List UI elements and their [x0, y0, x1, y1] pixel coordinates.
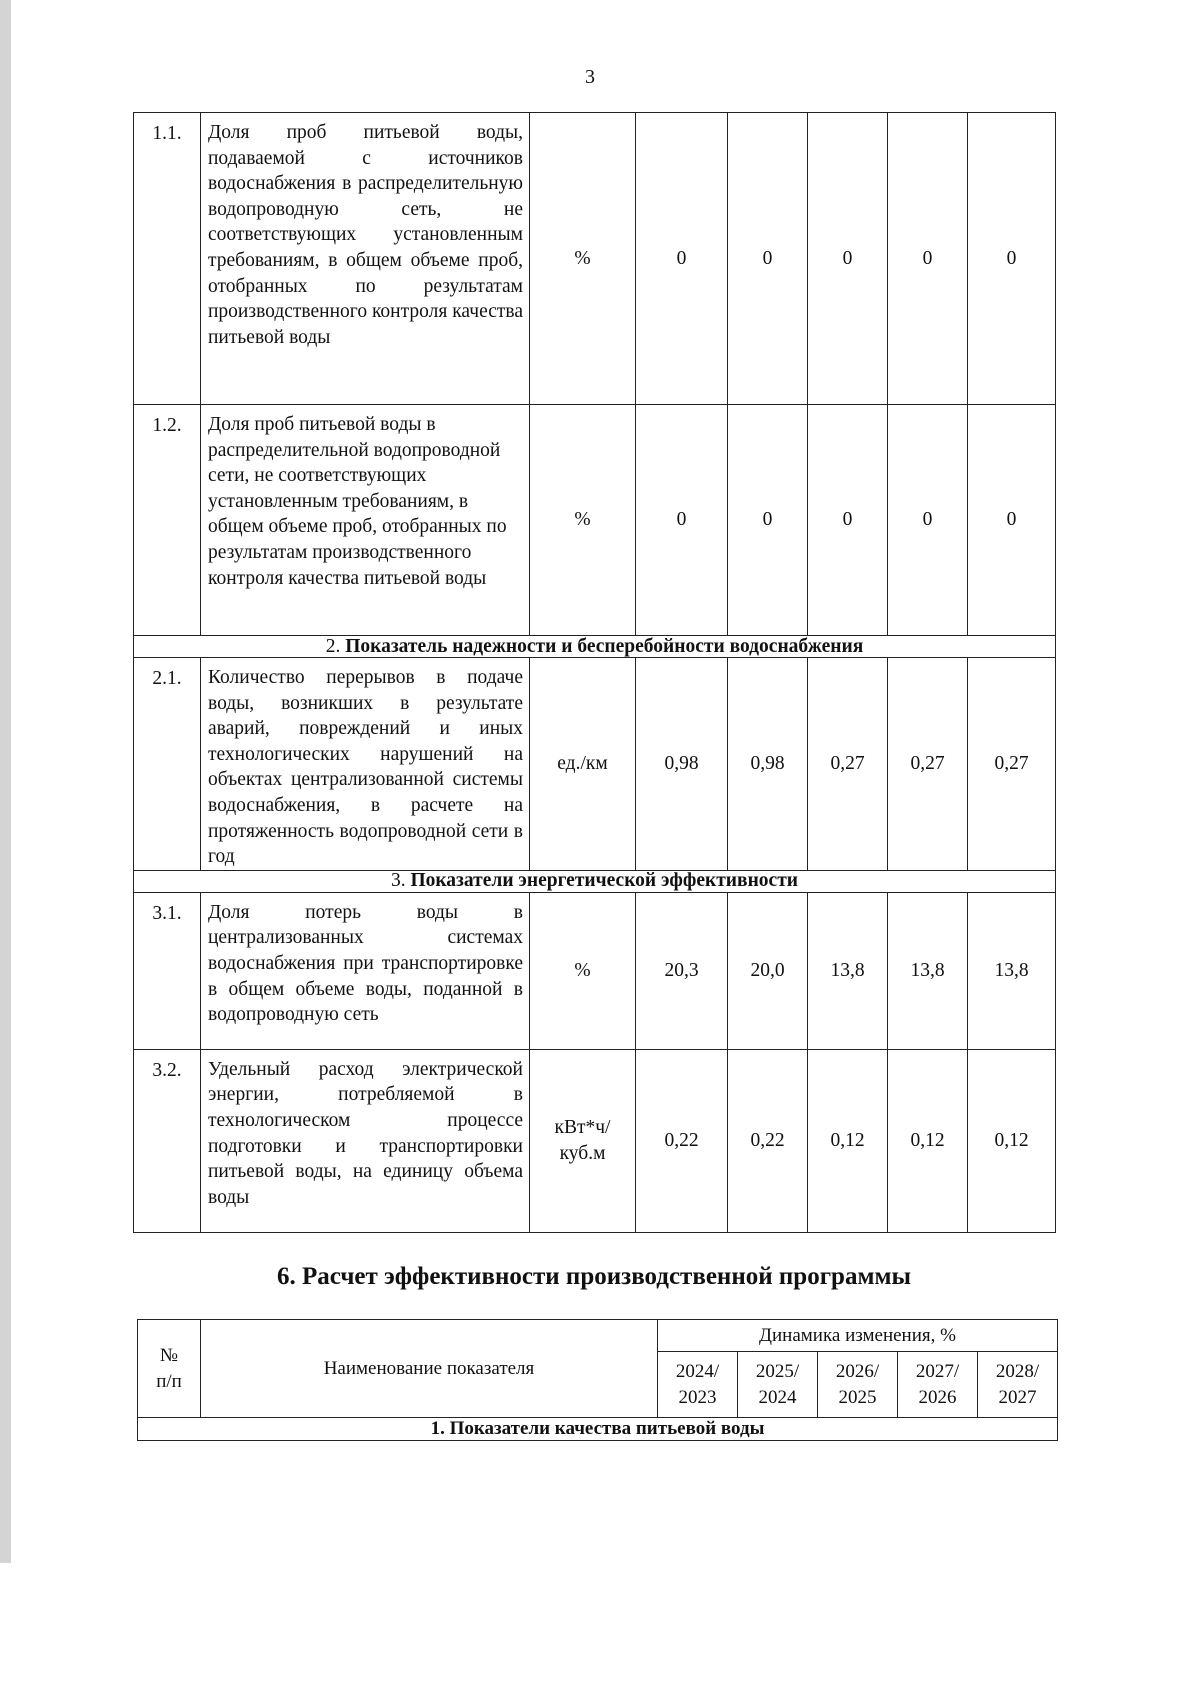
column-header-dynamics: Динамика изменения, %: [658, 1320, 1058, 1352]
unit-cell: %: [530, 892, 636, 1049]
value-cell: 0,98: [728, 658, 808, 871]
row-number: 2.1.: [134, 658, 201, 871]
year-header: 2025/ 2024: [738, 1352, 818, 1418]
indicator-description: Доля проб питьевой воды в распределительной водопроводной сети, не соответствующих установленным требованиям, в общем объеме проб, отобранных по результатам производственного контроля качества питьевой воды: [201, 405, 530, 636]
indicator-description: Доля потерь воды в централизованных системах водоснабжения при транспортировке в общем объеме воды, поданной в водопроводную сеть: [201, 892, 530, 1049]
value-cell: 0: [888, 113, 968, 405]
section-title-text: Показатели энергетической эффективности: [410, 870, 799, 892]
table-row: [134, 405, 1056, 636]
value-cell: 20,3: [636, 892, 728, 1049]
value-cell: 0: [636, 113, 728, 405]
section-title: [134, 870, 1056, 892]
column-header-number: № п/п: [138, 1320, 201, 1418]
table-row: [134, 658, 1056, 871]
row-number: 3.2.: [134, 1049, 201, 1232]
unit-cell: ед./км: [530, 658, 636, 871]
section-number: 3.: [390, 870, 406, 892]
value-cell: 0,27: [968, 658, 1056, 871]
unit-cell: кВт*ч/ куб.м: [530, 1049, 636, 1232]
year-header: 2028/ 2027: [978, 1352, 1058, 1418]
value-cell: 0,12: [968, 1049, 1056, 1232]
row-number: 1.1.: [134, 113, 201, 405]
table-row: [134, 1049, 1056, 1232]
table-row: [134, 113, 1056, 405]
value-cell: 0,98: [636, 658, 728, 871]
unit-cell: %: [530, 113, 636, 405]
year-header: 2024/ 2023: [658, 1352, 738, 1418]
section-title: [134, 636, 1056, 658]
value-cell: 13,8: [808, 892, 888, 1049]
section-number: 2.: [325, 635, 341, 657]
table-row: [134, 892, 1056, 1049]
year-header: 2027/ 2026: [898, 1352, 978, 1418]
section-row: [138, 1418, 1058, 1441]
value-cell: 0: [808, 405, 888, 636]
row-number: 3.1.: [134, 892, 201, 1049]
value-cell: 0: [968, 113, 1056, 405]
indicators-table: [133, 112, 1056, 1233]
section-row: [134, 636, 1056, 658]
indicator-description: Удельный расход электрической энергии, потребляемой в технологическом процессе подготовки и транспортировки питьевой воды, на единицу объема воды: [201, 1049, 530, 1232]
column-header-name: Наименование показателя: [201, 1320, 658, 1418]
unit-cell: %: [530, 405, 636, 636]
efficiency-table: [137, 1319, 1058, 1441]
value-cell: 0,27: [888, 658, 968, 871]
section-row: [134, 870, 1056, 892]
indicator-description: Количество перерывов в подаче воды, возникших в результате аварий, повреждений и иных технологических нарушений на объектах централизованной системы водоснабжения, в расчете на протяженность водопроводной сети в год: [201, 658, 530, 871]
value-cell: 20,0: [728, 892, 808, 1049]
value-cell: 13,8: [968, 892, 1056, 1049]
value-cell: 0: [808, 113, 888, 405]
row-number: 1.2.: [134, 405, 201, 636]
indicator-description: Доля проб питьевой воды, подаваемой с источников водоснабжения в распределительную водопроводную сеть, не соответствующих установленным требованиям, в общем объеме проб, отобранных по результатам производственного контроля качества питьевой воды: [201, 113, 530, 405]
value-cell: 0,12: [888, 1049, 968, 1232]
header-row: [138, 1320, 1058, 1352]
value-cell: 0,22: [636, 1049, 728, 1232]
section-heading: 6. Расчет эффективности производственной программы: [276, 1263, 912, 1290]
value-cell: 0,22: [728, 1049, 808, 1232]
year-header: 2026/ 2025: [818, 1352, 898, 1418]
value-cell: 0: [636, 405, 728, 636]
value-cell: 13,8: [888, 892, 968, 1049]
section-title-text: Показатель надежности и бесперебойности водоснабжения: [345, 635, 864, 657]
scan-edge: [0, 0, 11, 1563]
section-title: 1. Показатели качества питьевой воды: [138, 1418, 1058, 1441]
value-cell: 0: [728, 113, 808, 405]
value-cell: 0: [728, 405, 808, 636]
value-cell: 0: [968, 405, 1056, 636]
value-cell: 0,12: [808, 1049, 888, 1232]
page-number: 3: [585, 66, 595, 88]
value-cell: 0: [888, 405, 968, 636]
value-cell: 0,27: [808, 658, 888, 871]
